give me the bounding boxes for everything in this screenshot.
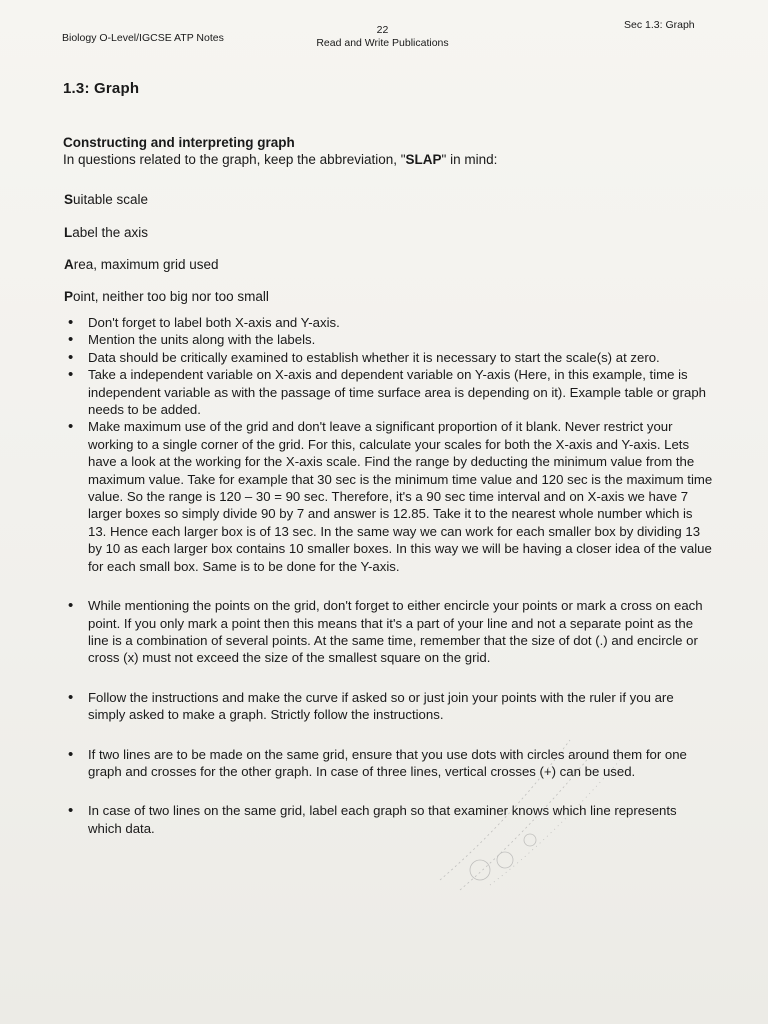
intro-paragraph <box>63 152 703 167</box>
bullet-item: • While mentioning the points on the grid, don't forget to either encircle your points or mark a cross on each point. If you only mark a point then this means that it's a part of your line and not a separate point as the line is a combination of several points. At the same time, remember that the size of dot (.) and encircle or cross (x) must not exceed the size of the smallest square on the grid. <box>63 597 713 667</box>
slap-item-point <box>64 289 269 304</box>
bullet-item: • Mention the units along with the labels. <box>63 331 713 348</box>
slap-letter: S <box>64 192 74 207</box>
header-section: Sec 1.3: Graph <box>624 19 695 31</box>
slap-letter: L <box>64 225 73 240</box>
slap-item-label <box>64 225 148 240</box>
intro-term: SLAP <box>405 152 442 167</box>
section-title: 1.3: Graph <box>63 80 140 97</box>
header-publisher: Read and Write Publications <box>316 37 449 49</box>
header-book-title: Biology O-Level/IGCSE ATP Notes <box>62 32 224 44</box>
slap-text: abel the axis <box>72 225 149 240</box>
slap-item-area <box>64 257 219 272</box>
bullet-item: • Take a independent variable on X-axis and dependent variable on Y-axis (Here, in this example, time is independent variable as with the passage of time surface area is depending on it). Example table or graph needs to be added. <box>63 366 713 418</box>
bullet-list <box>63 314 713 837</box>
slap-letter: A <box>64 257 74 272</box>
subheading: Constructing and interpreting graph <box>63 135 295 150</box>
slap-item-suitable <box>64 192 148 207</box>
bullet-item: • Make maximum use of the grid and don't leave a significant proportion of it blank. Never restrict your working to a single corner of the grid. For this, calculate your scales for both the X-axis and Y-axis. Lets have a look at the working for the X-axis scale. Find the range by deducting the minimum value from the maximum value. Take for example that 30 sec is the minimum time value and 120 sec is the maximum time value. So the range is 120 – 30 = 90 sec. Therefore, it's a 90 sec time interval and on X-axis we have 7 larger boxes so simply divide 90 by 7 and answer is 12.85. Take it to the nearest whole number which is 13. Hence each larger box is of 13 sec. In the same way we can work for each smaller box by dividing 13 by 10 as each larger box contains 10 smaller boxes. In this way we will be having a closer idea of the value for each small box. Same is to be done for the Y-axis. <box>63 418 713 575</box>
bullet-item: • In case of two lines on the same grid, label each graph so that examiner knows which line represents which data. <box>63 802 713 837</box>
slap-text: oint, neither too big nor too small <box>73 289 269 304</box>
intro-after: " in mind: <box>441 152 498 167</box>
slap-letter: P <box>64 289 74 304</box>
page-number: 22 <box>376 24 389 36</box>
bullet-item: • Data should be critically examined to establish whether it is necessary to start the scale(s) at zero. <box>63 349 713 366</box>
intro-before: In questions related to the graph, keep the abbreviation, " <box>63 152 406 167</box>
bullet-item: • If two lines are to be made on the same grid, ensure that you use dots with circles around them for one graph and crosses for the other graph. In case of three lines, vertical crosses (+) can be used. <box>63 746 713 781</box>
bullet-item: • Don't forget to label both X-axis and Y-axis. <box>63 314 713 331</box>
bullet-item: • Follow the instructions and make the curve if asked so or just join your points with the ruler if you are simply asked to make a graph. Strictly follow the instructions. <box>63 689 713 724</box>
slap-text: uitable scale <box>73 192 149 207</box>
slap-text: rea, maximum grid used <box>73 257 219 272</box>
header-center <box>310 24 455 50</box>
